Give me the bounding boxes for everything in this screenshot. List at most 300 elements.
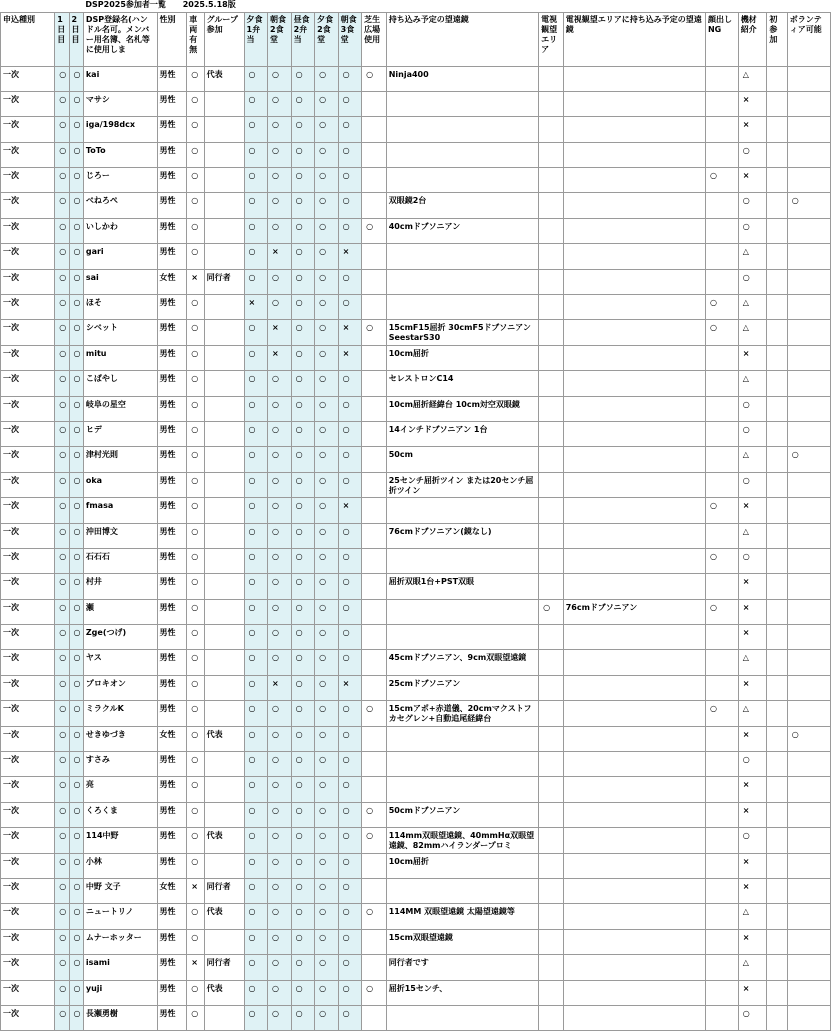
cell-dinner2-cafeteria[interactable]: ○ (315, 980, 339, 1005)
cell-lunch2-bento[interactable]: ○ (291, 625, 315, 650)
cell-gender[interactable]: 男性 (157, 168, 187, 193)
cell-face-ng[interactable] (705, 980, 738, 1005)
cell-ev-area[interactable] (539, 371, 564, 396)
cell-ev-telescopes[interactable] (563, 879, 705, 904)
cell-volunteer[interactable] (787, 371, 830, 396)
cell-day2[interactable]: ○ (69, 244, 83, 269)
cell-telescopes[interactable] (386, 599, 538, 624)
cell-lawn-use[interactable]: ○ (362, 66, 387, 91)
cell-ev-telescopes[interactable] (563, 929, 705, 954)
cell-lunch2-bento[interactable]: ○ (291, 447, 315, 472)
cell-ev-area[interactable] (539, 777, 564, 802)
cell-day2[interactable]: ○ (69, 675, 83, 700)
cell-vehicle[interactable]: ○ (187, 599, 204, 624)
cell-apply-type[interactable]: 一次 (1, 117, 55, 142)
cell-gender[interactable]: 男性 (157, 752, 187, 777)
cell-group[interactable] (204, 523, 244, 548)
cell-day2[interactable]: ○ (69, 853, 83, 878)
cell-lawn-use[interactable] (362, 1005, 387, 1030)
cell-day1[interactable]: ○ (55, 625, 69, 650)
cell-day1[interactable]: ○ (55, 295, 69, 320)
cell-face-ng[interactable] (705, 345, 738, 370)
header-telescopes[interactable]: 持ち込み予定の望遠鏡 (386, 12, 538, 66)
cell-dinner1-bento[interactable]: ○ (244, 574, 268, 599)
cell-telescopes[interactable] (386, 777, 538, 802)
cell-dinner1-bento[interactable]: ○ (244, 117, 268, 142)
cell-gender[interactable]: 男性 (157, 345, 187, 370)
cell-volunteer[interactable] (787, 955, 830, 980)
cell-face-ng[interactable] (705, 66, 738, 91)
cell-handle-name[interactable]: oka (83, 472, 157, 497)
cell-day2[interactable]: ○ (69, 447, 83, 472)
cell-gender[interactable]: 男性 (157, 802, 187, 827)
cell-breakfast3-cafeteria[interactable]: ○ (338, 650, 362, 675)
cell-face-ng[interactable] (705, 244, 738, 269)
cell-gender[interactable]: 男性 (157, 548, 187, 573)
cell-breakfast3-cafeteria[interactable]: ○ (338, 752, 362, 777)
cell-gender[interactable]: 男性 (157, 142, 187, 167)
cell-handle-name[interactable]: ヤス (83, 650, 157, 675)
cell-breakfast3-cafeteria[interactable]: ○ (338, 295, 362, 320)
cell-face-ng[interactable] (705, 396, 738, 421)
cell-group[interactable] (204, 396, 244, 421)
cell-apply-type[interactable]: 一次 (1, 269, 55, 294)
cell-face-ng[interactable] (705, 1005, 738, 1030)
cell-breakfast3-cafeteria[interactable]: ○ (338, 726, 362, 751)
cell-telescopes[interactable]: 15cmアポ+赤道儀、20cmマクストフカセグレン+自動追尾経緯台 (386, 701, 538, 726)
cell-dinner1-bento[interactable]: ○ (244, 91, 268, 116)
cell-lunch2-bento[interactable]: ○ (291, 574, 315, 599)
cell-lunch2-bento[interactable]: ○ (291, 929, 315, 954)
cell-lunch2-bento[interactable]: ○ (291, 371, 315, 396)
cell-vehicle[interactable]: ○ (187, 421, 204, 446)
cell-lawn-use[interactable] (362, 396, 387, 421)
cell-ev-telescopes[interactable] (563, 91, 705, 116)
cell-dinner2-cafeteria[interactable]: ○ (315, 802, 339, 827)
cell-volunteer[interactable] (787, 168, 830, 193)
cell-breakfast3-cafeteria[interactable]: ○ (338, 828, 362, 853)
cell-lunch2-bento[interactable]: ○ (291, 752, 315, 777)
cell-lawn-use[interactable] (362, 523, 387, 548)
cell-lawn-use[interactable] (362, 929, 387, 954)
cell-lawn-use[interactable] (362, 168, 387, 193)
cell-dinner2-cafeteria[interactable]: ○ (315, 574, 339, 599)
cell-dinner2-cafeteria[interactable]: ○ (315, 955, 339, 980)
cell-apply-type[interactable]: 一次 (1, 929, 55, 954)
cell-handle-name[interactable]: ムナーホッター (83, 929, 157, 954)
cell-group[interactable] (204, 625, 244, 650)
cell-dinner2-cafeteria[interactable]: ○ (315, 168, 339, 193)
cell-equipment-intro[interactable]: ○ (738, 218, 767, 243)
cell-lawn-use[interactable] (362, 269, 387, 294)
cell-lawn-use[interactable] (362, 91, 387, 116)
cell-day1[interactable]: ○ (55, 904, 69, 929)
cell-dinner1-bento[interactable]: ○ (244, 904, 268, 929)
cell-breakfast3-cafeteria[interactable]: × (338, 675, 362, 700)
cell-dinner2-cafeteria[interactable]: ○ (315, 675, 339, 700)
cell-ev-telescopes[interactable] (563, 777, 705, 802)
cell-breakfast2-cafeteria[interactable]: ○ (268, 168, 292, 193)
cell-group[interactable] (204, 802, 244, 827)
cell-breakfast2-cafeteria[interactable]: ○ (268, 523, 292, 548)
cell-breakfast2-cafeteria[interactable]: ○ (268, 726, 292, 751)
cell-vehicle[interactable]: ○ (187, 701, 204, 726)
cell-apply-type[interactable]: 一次 (1, 574, 55, 599)
cell-telescopes[interactable]: 114MM 双眼望遠鏡 太陽望遠鏡等 (386, 904, 538, 929)
cell-breakfast2-cafeteria[interactable]: ○ (268, 904, 292, 929)
cell-equipment-intro[interactable]: × (738, 168, 767, 193)
cell-volunteer[interactable] (787, 66, 830, 91)
cell-day2[interactable]: ○ (69, 371, 83, 396)
cell-gender[interactable]: 男性 (157, 295, 187, 320)
cell-telescopes[interactable]: 50cm (386, 447, 538, 472)
cell-equipment-intro[interactable]: △ (738, 244, 767, 269)
cell-dinner1-bento[interactable]: ○ (244, 1005, 268, 1030)
cell-breakfast2-cafeteria[interactable]: ○ (268, 142, 292, 167)
cell-face-ng[interactable]: ○ (705, 599, 738, 624)
cell-handle-name[interactable]: yuji (83, 980, 157, 1005)
cell-vehicle[interactable]: ○ (187, 650, 204, 675)
cell-lawn-use[interactable] (362, 548, 387, 573)
cell-first-time[interactable] (767, 421, 787, 446)
cell-breakfast3-cafeteria[interactable]: × (338, 320, 362, 345)
cell-breakfast2-cafeteria[interactable]: ○ (268, 371, 292, 396)
cell-group[interactable] (204, 498, 244, 523)
cell-ev-area[interactable] (539, 498, 564, 523)
cell-apply-type[interactable]: 一次 (1, 599, 55, 624)
cell-breakfast3-cafeteria[interactable]: ○ (338, 421, 362, 446)
cell-face-ng[interactable] (705, 955, 738, 980)
cell-volunteer[interactable] (787, 269, 830, 294)
cell-lunch2-bento[interactable]: ○ (291, 269, 315, 294)
cell-ev-telescopes[interactable] (563, 447, 705, 472)
cell-ev-telescopes[interactable] (563, 193, 705, 218)
cell-volunteer[interactable] (787, 523, 830, 548)
cell-face-ng[interactable]: ○ (705, 295, 738, 320)
cell-ev-area[interactable] (539, 168, 564, 193)
cell-vehicle[interactable]: × (187, 879, 204, 904)
cell-breakfast2-cafeteria[interactable]: ○ (268, 879, 292, 904)
cell-first-time[interactable] (767, 269, 787, 294)
cell-face-ng[interactable] (705, 752, 738, 777)
cell-ev-telescopes[interactable] (563, 142, 705, 167)
cell-face-ng[interactable] (705, 523, 738, 548)
cell-breakfast3-cafeteria[interactable]: ○ (338, 269, 362, 294)
cell-face-ng[interactable]: ○ (705, 168, 738, 193)
cell-vehicle[interactable]: ○ (187, 193, 204, 218)
cell-dinner2-cafeteria[interactable]: ○ (315, 269, 339, 294)
cell-handle-name[interactable]: ToTo (83, 142, 157, 167)
cell-telescopes[interactable] (386, 91, 538, 116)
cell-lunch2-bento[interactable]: ○ (291, 142, 315, 167)
cell-telescopes[interactable]: 双眼鏡2台 (386, 193, 538, 218)
cell-dinner2-cafeteria[interactable]: ○ (315, 548, 339, 573)
cell-equipment-intro[interactable]: × (738, 91, 767, 116)
cell-day2[interactable]: ○ (69, 777, 83, 802)
cell-gender[interactable]: 男性 (157, 777, 187, 802)
cell-apply-type[interactable]: 一次 (1, 955, 55, 980)
cell-dinner1-bento[interactable]: ○ (244, 320, 268, 345)
cell-volunteer[interactable] (787, 472, 830, 497)
cell-telescopes[interactable]: 40cmドブソニアン (386, 218, 538, 243)
cell-volunteer[interactable] (787, 879, 830, 904)
cell-equipment-intro[interactable]: △ (738, 650, 767, 675)
cell-volunteer[interactable] (787, 853, 830, 878)
cell-breakfast2-cafeteria[interactable]: × (268, 244, 292, 269)
cell-day1[interactable]: ○ (55, 701, 69, 726)
cell-volunteer[interactable] (787, 244, 830, 269)
cell-ev-area[interactable]: ○ (539, 599, 564, 624)
cell-vehicle[interactable]: ○ (187, 472, 204, 497)
cell-group[interactable] (204, 244, 244, 269)
cell-breakfast2-cafeteria[interactable]: ○ (268, 650, 292, 675)
cell-breakfast3-cafeteria[interactable]: ○ (338, 117, 362, 142)
cell-equipment-intro[interactable]: × (738, 929, 767, 954)
cell-breakfast2-cafeteria[interactable]: ○ (268, 421, 292, 446)
cell-lunch2-bento[interactable]: ○ (291, 853, 315, 878)
cell-first-time[interactable] (767, 802, 787, 827)
cell-telescopes[interactable] (386, 142, 538, 167)
header-dinner1-bento[interactable]: 夕食1弁当 (244, 12, 268, 66)
cell-dinner1-bento[interactable]: ○ (244, 142, 268, 167)
cell-volunteer[interactable] (787, 218, 830, 243)
cell-handle-name[interactable]: 石石石 (83, 548, 157, 573)
cell-first-time[interactable] (767, 675, 787, 700)
cell-lunch2-bento[interactable]: ○ (291, 548, 315, 573)
cell-equipment-intro[interactable]: ○ (738, 472, 767, 497)
cell-day1[interactable]: ○ (55, 66, 69, 91)
cell-day2[interactable]: ○ (69, 726, 83, 751)
cell-lunch2-bento[interactable]: ○ (291, 345, 315, 370)
cell-lawn-use[interactable] (362, 498, 387, 523)
cell-day2[interactable]: ○ (69, 929, 83, 954)
cell-face-ng[interactable] (705, 371, 738, 396)
cell-handle-name[interactable]: kai (83, 66, 157, 91)
cell-day1[interactable]: ○ (55, 472, 69, 497)
cell-breakfast3-cafeteria[interactable]: ○ (338, 625, 362, 650)
cell-group[interactable] (204, 320, 244, 345)
cell-equipment-intro[interactable]: × (738, 345, 767, 370)
cell-dinner2-cafeteria[interactable]: ○ (315, 345, 339, 370)
cell-equipment-intro[interactable]: × (738, 879, 767, 904)
cell-vehicle[interactable]: ○ (187, 117, 204, 142)
cell-dinner2-cafeteria[interactable]: ○ (315, 91, 339, 116)
cell-lunch2-bento[interactable]: ○ (291, 802, 315, 827)
cell-ev-area[interactable] (539, 752, 564, 777)
cell-ev-area[interactable] (539, 396, 564, 421)
cell-lawn-use[interactable] (362, 447, 387, 472)
cell-ev-area[interactable] (539, 802, 564, 827)
cell-ev-area[interactable] (539, 929, 564, 954)
cell-handle-name[interactable]: mitu (83, 345, 157, 370)
cell-lawn-use[interactable] (362, 777, 387, 802)
cell-ev-area[interactable] (539, 142, 564, 167)
cell-group[interactable] (204, 421, 244, 446)
cell-equipment-intro[interactable]: △ (738, 371, 767, 396)
cell-ev-telescopes[interactable] (563, 117, 705, 142)
cell-volunteer[interactable] (787, 701, 830, 726)
cell-vehicle[interactable]: ○ (187, 371, 204, 396)
cell-gender[interactable]: 男性 (157, 66, 187, 91)
cell-first-time[interactable] (767, 345, 787, 370)
cell-gender[interactable]: 男性 (157, 498, 187, 523)
cell-face-ng[interactable] (705, 472, 738, 497)
cell-ev-telescopes[interactable] (563, 675, 705, 700)
header-ev-area[interactable]: 電視観望エリア (539, 12, 564, 66)
cell-day2[interactable]: ○ (69, 345, 83, 370)
cell-first-time[interactable] (767, 371, 787, 396)
cell-gender[interactable]: 女性 (157, 269, 187, 294)
cell-volunteer[interactable] (787, 777, 830, 802)
cell-apply-type[interactable]: 一次 (1, 1005, 55, 1030)
cell-handle-name[interactable]: 瀬 (83, 599, 157, 624)
cell-telescopes[interactable] (386, 1005, 538, 1030)
cell-volunteer[interactable] (787, 320, 830, 345)
cell-lunch2-bento[interactable]: ○ (291, 701, 315, 726)
cell-apply-type[interactable]: 一次 (1, 371, 55, 396)
cell-breakfast3-cafeteria[interactable]: ○ (338, 66, 362, 91)
cell-dinner1-bento[interactable]: ○ (244, 675, 268, 700)
cell-day2[interactable]: ○ (69, 142, 83, 167)
cell-first-time[interactable] (767, 117, 787, 142)
cell-dinner1-bento[interactable]: ○ (244, 193, 268, 218)
cell-day1[interactable]: ○ (55, 853, 69, 878)
cell-day1[interactable]: ○ (55, 371, 69, 396)
cell-day2[interactable]: ○ (69, 66, 83, 91)
cell-breakfast3-cafeteria[interactable]: ○ (338, 802, 362, 827)
cell-handle-name[interactable]: くろくま (83, 802, 157, 827)
cell-lunch2-bento[interactable]: ○ (291, 1005, 315, 1030)
cell-group[interactable] (204, 599, 244, 624)
cell-equipment-intro[interactable]: × (738, 777, 767, 802)
cell-group[interactable] (204, 91, 244, 116)
cell-day1[interactable]: ○ (55, 168, 69, 193)
cell-handle-name[interactable]: sai (83, 269, 157, 294)
cell-dinner2-cafeteria[interactable]: ○ (315, 1005, 339, 1030)
cell-lawn-use[interactable] (362, 421, 387, 446)
cell-first-time[interactable] (767, 244, 787, 269)
cell-dinner1-bento[interactable]: ○ (244, 472, 268, 497)
cell-ev-telescopes[interactable] (563, 396, 705, 421)
cell-day2[interactable]: ○ (69, 295, 83, 320)
cell-volunteer[interactable] (787, 828, 830, 853)
cell-ev-telescopes[interactable] (563, 726, 705, 751)
cell-handle-name[interactable]: iga/198dcx (83, 117, 157, 142)
cell-dinner1-bento[interactable]: × (244, 295, 268, 320)
cell-equipment-intro[interactable]: ○ (738, 752, 767, 777)
cell-gender[interactable]: 男性 (157, 574, 187, 599)
cell-face-ng[interactable] (705, 421, 738, 446)
cell-telescopes[interactable] (386, 295, 538, 320)
cell-handle-name[interactable]: じろー (83, 168, 157, 193)
cell-equipment-intro[interactable]: × (738, 853, 767, 878)
cell-vehicle[interactable]: ○ (187, 548, 204, 573)
cell-dinner1-bento[interactable]: ○ (244, 777, 268, 802)
cell-breakfast3-cafeteria[interactable]: ○ (338, 701, 362, 726)
cell-dinner2-cafeteria[interactable]: ○ (315, 853, 339, 878)
cell-lawn-use[interactable] (362, 295, 387, 320)
cell-telescopes[interactable] (386, 498, 538, 523)
cell-breakfast2-cafeteria[interactable]: ○ (268, 269, 292, 294)
cell-breakfast3-cafeteria[interactable]: ○ (338, 955, 362, 980)
cell-dinner1-bento[interactable]: ○ (244, 802, 268, 827)
cell-dinner2-cafeteria[interactable]: ○ (315, 117, 339, 142)
cell-day2[interactable]: ○ (69, 498, 83, 523)
cell-dinner2-cafeteria[interactable]: ○ (315, 498, 339, 523)
cell-breakfast2-cafeteria[interactable]: ○ (268, 752, 292, 777)
cell-day2[interactable]: ○ (69, 879, 83, 904)
cell-first-time[interactable] (767, 777, 787, 802)
cell-ev-area[interactable] (539, 421, 564, 446)
cell-ev-telescopes[interactable] (563, 218, 705, 243)
cell-day1[interactable]: ○ (55, 244, 69, 269)
cell-lunch2-bento[interactable]: ○ (291, 726, 315, 751)
cell-apply-type[interactable]: 一次 (1, 91, 55, 116)
cell-breakfast2-cafeteria[interactable]: ○ (268, 599, 292, 624)
cell-handle-name[interactable]: シベット (83, 320, 157, 345)
cell-lawn-use[interactable]: ○ (362, 320, 387, 345)
cell-equipment-intro[interactable]: △ (738, 955, 767, 980)
cell-dinner2-cafeteria[interactable]: ○ (315, 625, 339, 650)
cell-group[interactable] (204, 701, 244, 726)
cell-gender[interactable]: 男性 (157, 193, 187, 218)
cell-breakfast3-cafeteria[interactable]: ○ (338, 396, 362, 421)
cell-gender[interactable]: 男性 (157, 650, 187, 675)
cell-lawn-use[interactable] (362, 472, 387, 497)
cell-day2[interactable]: ○ (69, 980, 83, 1005)
cell-lawn-use[interactable] (362, 345, 387, 370)
cell-telescopes[interactable]: 10cm屈折経緯台 10cm対空双眼鏡 (386, 396, 538, 421)
cell-handle-name[interactable]: fmasa (83, 498, 157, 523)
cell-volunteer[interactable] (787, 752, 830, 777)
cell-dinner1-bento[interactable]: ○ (244, 980, 268, 1005)
cell-vehicle[interactable]: ○ (187, 244, 204, 269)
cell-face-ng[interactable] (705, 218, 738, 243)
cell-equipment-intro[interactable]: × (738, 980, 767, 1005)
cell-ev-area[interactable] (539, 548, 564, 573)
cell-ev-area[interactable] (539, 879, 564, 904)
cell-lawn-use[interactable]: ○ (362, 904, 387, 929)
cell-handle-name[interactable]: せきゆづき (83, 726, 157, 751)
cell-vehicle[interactable]: ○ (187, 498, 204, 523)
cell-day1[interactable]: ○ (55, 879, 69, 904)
cell-breakfast3-cafeteria[interactable]: ○ (338, 574, 362, 599)
cell-ev-telescopes[interactable] (563, 421, 705, 446)
cell-apply-type[interactable]: 一次 (1, 142, 55, 167)
cell-breakfast2-cafeteria[interactable]: ○ (268, 980, 292, 1005)
cell-dinner2-cafeteria[interactable]: ○ (315, 421, 339, 446)
cell-day2[interactable]: ○ (69, 802, 83, 827)
cell-ev-telescopes[interactable] (563, 802, 705, 827)
cell-vehicle[interactable]: ○ (187, 320, 204, 345)
cell-dinner1-bento[interactable]: ○ (244, 396, 268, 421)
cell-vehicle[interactable]: ○ (187, 726, 204, 751)
cell-volunteer[interactable] (787, 599, 830, 624)
cell-day1[interactable]: ○ (55, 396, 69, 421)
cell-ev-telescopes[interactable] (563, 955, 705, 980)
cell-breakfast3-cafeteria[interactable]: × (338, 498, 362, 523)
cell-breakfast3-cafeteria[interactable]: ○ (338, 599, 362, 624)
cell-breakfast3-cafeteria[interactable]: × (338, 244, 362, 269)
cell-ev-telescopes[interactable] (563, 1005, 705, 1030)
cell-ev-area[interactable] (539, 675, 564, 700)
cell-group[interactable] (204, 777, 244, 802)
cell-equipment-intro[interactable]: ○ (738, 421, 767, 446)
cell-vehicle[interactable]: ○ (187, 168, 204, 193)
cell-apply-type[interactable]: 一次 (1, 396, 55, 421)
cell-day2[interactable]: ○ (69, 599, 83, 624)
cell-lunch2-bento[interactable]: ○ (291, 295, 315, 320)
